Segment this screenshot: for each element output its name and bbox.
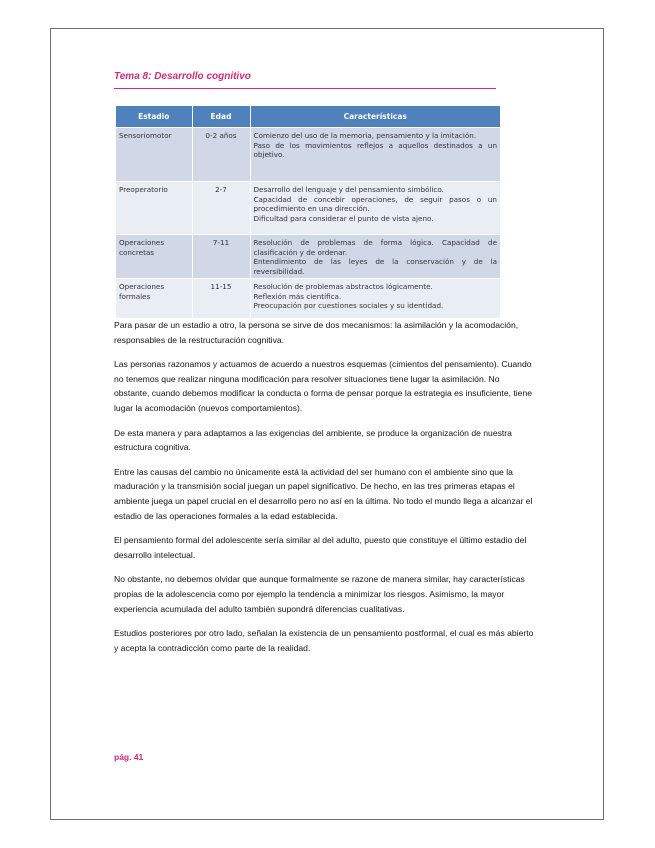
characteristics-cell (250, 235, 500, 279)
characteristic-line: Capacidad de concebir operaciones, de seguir pasos o un procedimiento en una dirección. (253, 194, 497, 213)
header-divider (114, 88, 496, 89)
characteristic-line: Reflexión más científica. (253, 291, 342, 301)
characteristic-line: Preocupación por cuestiones sociales y su identidad. (253, 301, 444, 310)
characteristics-cell (250, 128, 500, 182)
characteristic-line: Comienzo del uso de la memoria, pensamiento y la imitación. (253, 131, 477, 140)
characteristic-line: Resolución de problemas de forma lógica. Capacidad de clasificación y de ordenar. (253, 238, 497, 257)
header-stage: Estadio (116, 106, 192, 128)
table-row (116, 182, 500, 235)
age-cell: 11-15 (192, 279, 250, 319)
stage-cell: Preoperatorio (116, 182, 192, 235)
paragraph: Estudios posteriores por otro lado, señalan la existencia de un pensamiento postformal, el cual es más abierto y acepta la contradicción como parte de la realidad. (114, 628, 534, 653)
body-text (114, 318, 534, 665)
paragraph: Entre las causas del cambio no únicamente está la actividad del ser humano con el ambiente sino que la maduración y la transmisión social juegan un papel significativo. De hecho, en las tres primeras etapas el ambiente juega un papel crucial en el desarrollo pero no así en la última. No todo el mundo llega a alcanzar el estadio de las operaciones formales a la edad establecida. (114, 466, 533, 521)
table-row (116, 128, 500, 182)
age-cell: 7-11 (192, 235, 250, 279)
characteristics-cell (250, 182, 500, 235)
stage-cell: Sensoriomotor (116, 128, 192, 182)
age-cell: 2-7 (192, 182, 250, 235)
stage-cell: Operaciones concretas (116, 235, 192, 279)
table-row (116, 279, 500, 319)
characteristics-cell (250, 279, 500, 319)
paragraph: El pensamiento formal del adolescente sería similar al del adulto, puesto que constituye el último estadio del desarrollo intelectual. (114, 535, 527, 560)
paragraph: De esta manera y para adaptamos a las exigencias del ambiente, se produce la organización de nuestra estructura cognitiva. (114, 427, 512, 453)
characteristic-line: Entendimiento de las leyes de la conservación y de la reversibilidad. (253, 257, 497, 276)
page-header-title: Tema 8: Desarrollo cognitivo (114, 71, 251, 82)
paragraph: No obstante, no debemos olvidar que aunque formalmente se razone de manera similar, hay características propias de la adolescencia como por ejemplo la tendencia a minimizar los riesgos. Asimismo, la mayor experiencia acumulada del adulto también supondrá diferencias cualitativas. (114, 574, 525, 614)
characteristic-line: Desarrollo del lenguaje y del pensamiento simbólico. (253, 185, 444, 194)
age-cell: 0-2 años (192, 128, 250, 182)
piaget-stages-table (116, 106, 500, 318)
header-characteristics: Características (250, 106, 500, 128)
page-number: pág. 41 (114, 752, 144, 762)
characteristic-line: Paso de los movimientos reflejos a aquellos destinados a un objetivo. (253, 140, 497, 159)
table-row (116, 235, 500, 279)
paragraph: Las personas razonamos y actuamos de acuerdo a nuestros esquemas (cimientos del pensamiento). Cuando no tenemos que realizar ninguna modificación para resolver situaciones tiene lugar la asimilación. No obstante, cuando debemos modificar la conducta o forma de pensar porque la estrategia es insuficiente, tiene lugar la acomodación (nuevos comportamientos). (114, 359, 533, 413)
characteristic-line: Dificultad para considerar el punto de vista ajeno. (253, 213, 434, 223)
stage-cell: Operaciones formales (116, 279, 192, 319)
paragraph: Para pasar de un estadio a otro, la persona se sirve de dos mecanismos: la asimilación y la acomodación, responsables de la restructuración cognitiva. (114, 320, 519, 345)
characteristic-line: Resolución de problemas abstractos lógicamente. (253, 282, 433, 291)
header-age: Edad (192, 106, 250, 128)
table-header-row (116, 106, 500, 128)
